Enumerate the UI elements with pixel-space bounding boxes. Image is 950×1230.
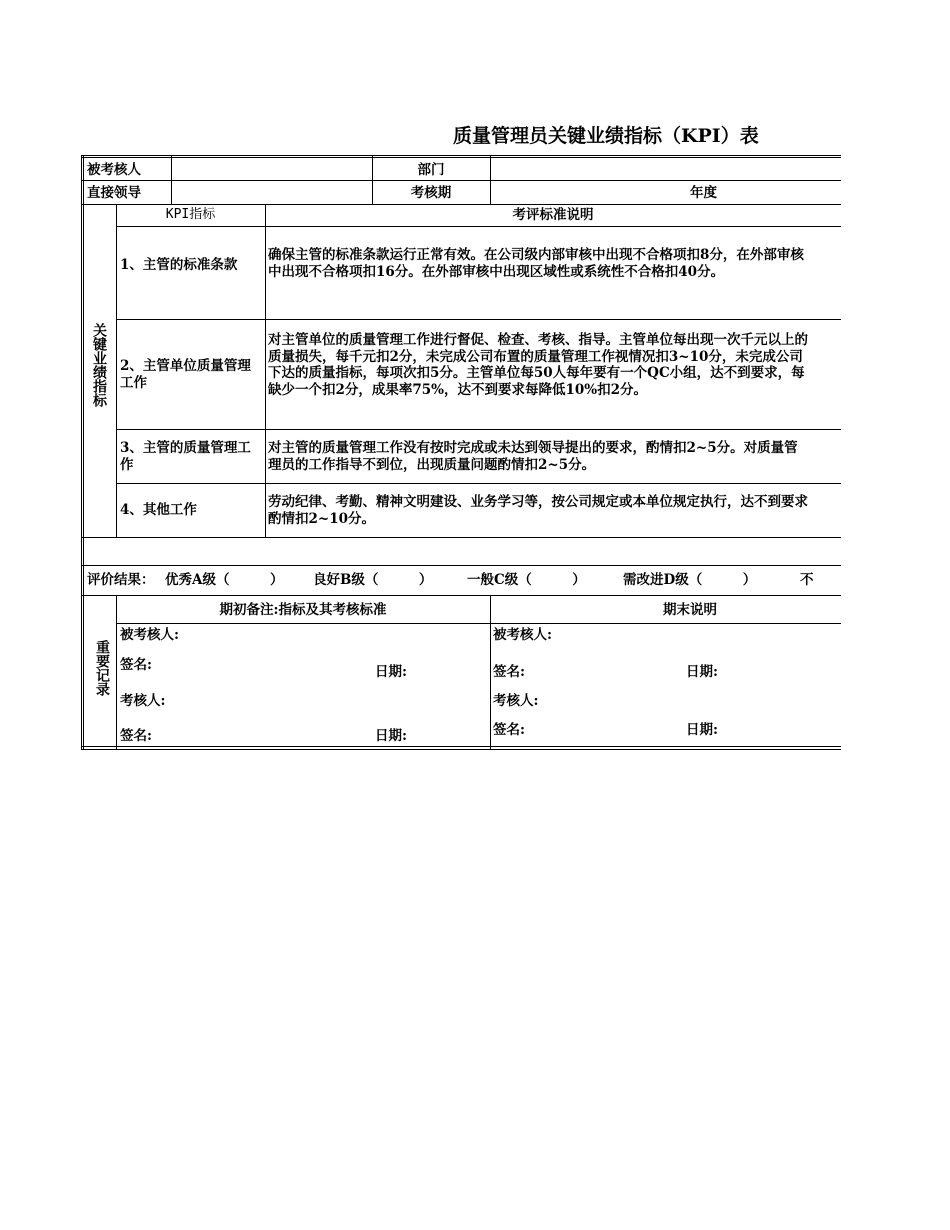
left-assessor-date-label: 日期: [375, 728, 407, 744]
supervisor-label: 直接领导 [87, 185, 141, 201]
grade-e-option: 不 [800, 572, 814, 588]
kpi-row-4-criteria: 劳动纪律、考勤、精神文明建设、业务学习等，按公司规定或本单位规定执行，达不到要求酌情扣2~10分。 [268, 494, 808, 527]
right-assessor-date-label: 日期: [686, 722, 718, 738]
rule [81, 595, 841, 596]
records-side-label: 重要记录 [94, 640, 110, 696]
grade-b-option: 良好B级（ ） [313, 572, 433, 588]
grade-d-option: 需改进D级（ ） [623, 572, 757, 588]
kpi-row-3-criteria: 对主管的质量管理工作没有按时完成或未达到领导提出的要求，酌情扣2~5分。对质量管理员的工作指导不到位，出现质量问题酌情扣2~5分。 [268, 440, 798, 473]
rule [81, 204, 841, 205]
left-assessor-label: 考核人: [120, 693, 166, 709]
examinee-label: 被考核人 [87, 162, 141, 178]
rule [81, 155, 82, 750]
period-label: 考核期 [410, 185, 452, 201]
rule [81, 537, 841, 538]
records-left-header: 期初备注:指标及其考核标准 [219, 602, 387, 618]
left-examinee-label: 被考核人: [120, 627, 179, 643]
right-assessor-sign-label: 签名: [493, 722, 525, 738]
rule [116, 226, 841, 227]
right-examinee-label: 被考核人: [493, 627, 552, 643]
records-right-header: 期末说明 [663, 602, 717, 618]
rule [81, 155, 841, 156]
period-value: 年度 [690, 185, 717, 201]
rule [265, 204, 266, 537]
left-examinee-sign-label: 签名: [120, 657, 152, 673]
rule [116, 319, 841, 320]
kpi-row-4-name: 4、其他工作 [120, 502, 197, 518]
kpi-row-1-name: 1、主管的标准条款 [120, 257, 238, 273]
criteria-column-header: 考评标准说明 [512, 207, 594, 223]
rule [116, 623, 841, 624]
left-assessor-sign-label: 签名: [120, 728, 152, 744]
kpi-row-1-criteria: 确保主管的标准条款运行正常有效。在公司级内部审核中出现不合格项扣8分，在外部审核中出现不合格项扣16分。在外部审核中出现区域性或系统性不合格扣40分。 [268, 247, 804, 280]
rule [116, 483, 841, 484]
rule [116, 204, 117, 537]
kpi-row-2-criteria: 对主管单位的质量管理工作进行督促、检查、考核、指导。主管单位每出现一次千元以上的质量损失，每千元扣2分，未完成公司布置的质量管理工作视情况扣3~10分，未完成公司下达的质量指标，每项次扣5分。主管单位每50人每年要有一个QC小组，达不到要求，每缺少一个扣2分，成果率75%，达不到要求每降低10%扣2分。 [268, 332, 808, 398]
department-label: 部门 [417, 162, 445, 178]
kpi-form [81, 155, 814, 750]
kpi-column-header: KPI指标 [165, 207, 216, 222]
rule [81, 746, 841, 747]
rule [81, 180, 841, 181]
grade-a-option: 优秀A级（ ） [165, 572, 284, 588]
kpi-row-3-name: 3、主管的质量管理工作 [120, 440, 251, 473]
right-assessor-label: 考核人: [493, 693, 539, 709]
kpi-side-label: 关键业绩指标 [91, 323, 107, 407]
kpi-row-2-name: 2、主管单位质量管理工作 [120, 358, 251, 391]
rule [116, 429, 841, 430]
rule [83, 155, 84, 750]
right-examinee-sign-label: 签名: [493, 664, 525, 680]
page-title: 质量管理员关键业绩指标（KPI）表 [453, 125, 759, 147]
rule [171, 155, 172, 204]
grade-c-option: 一般C级（ ） [467, 572, 586, 588]
left-examinee-date-label: 日期: [375, 664, 407, 680]
rule [81, 749, 841, 750]
rule [81, 565, 841, 566]
evaluation-label: 评价结果： [87, 572, 155, 588]
rule [81, 157, 841, 158]
right-examinee-date-label: 日期: [686, 664, 718, 680]
